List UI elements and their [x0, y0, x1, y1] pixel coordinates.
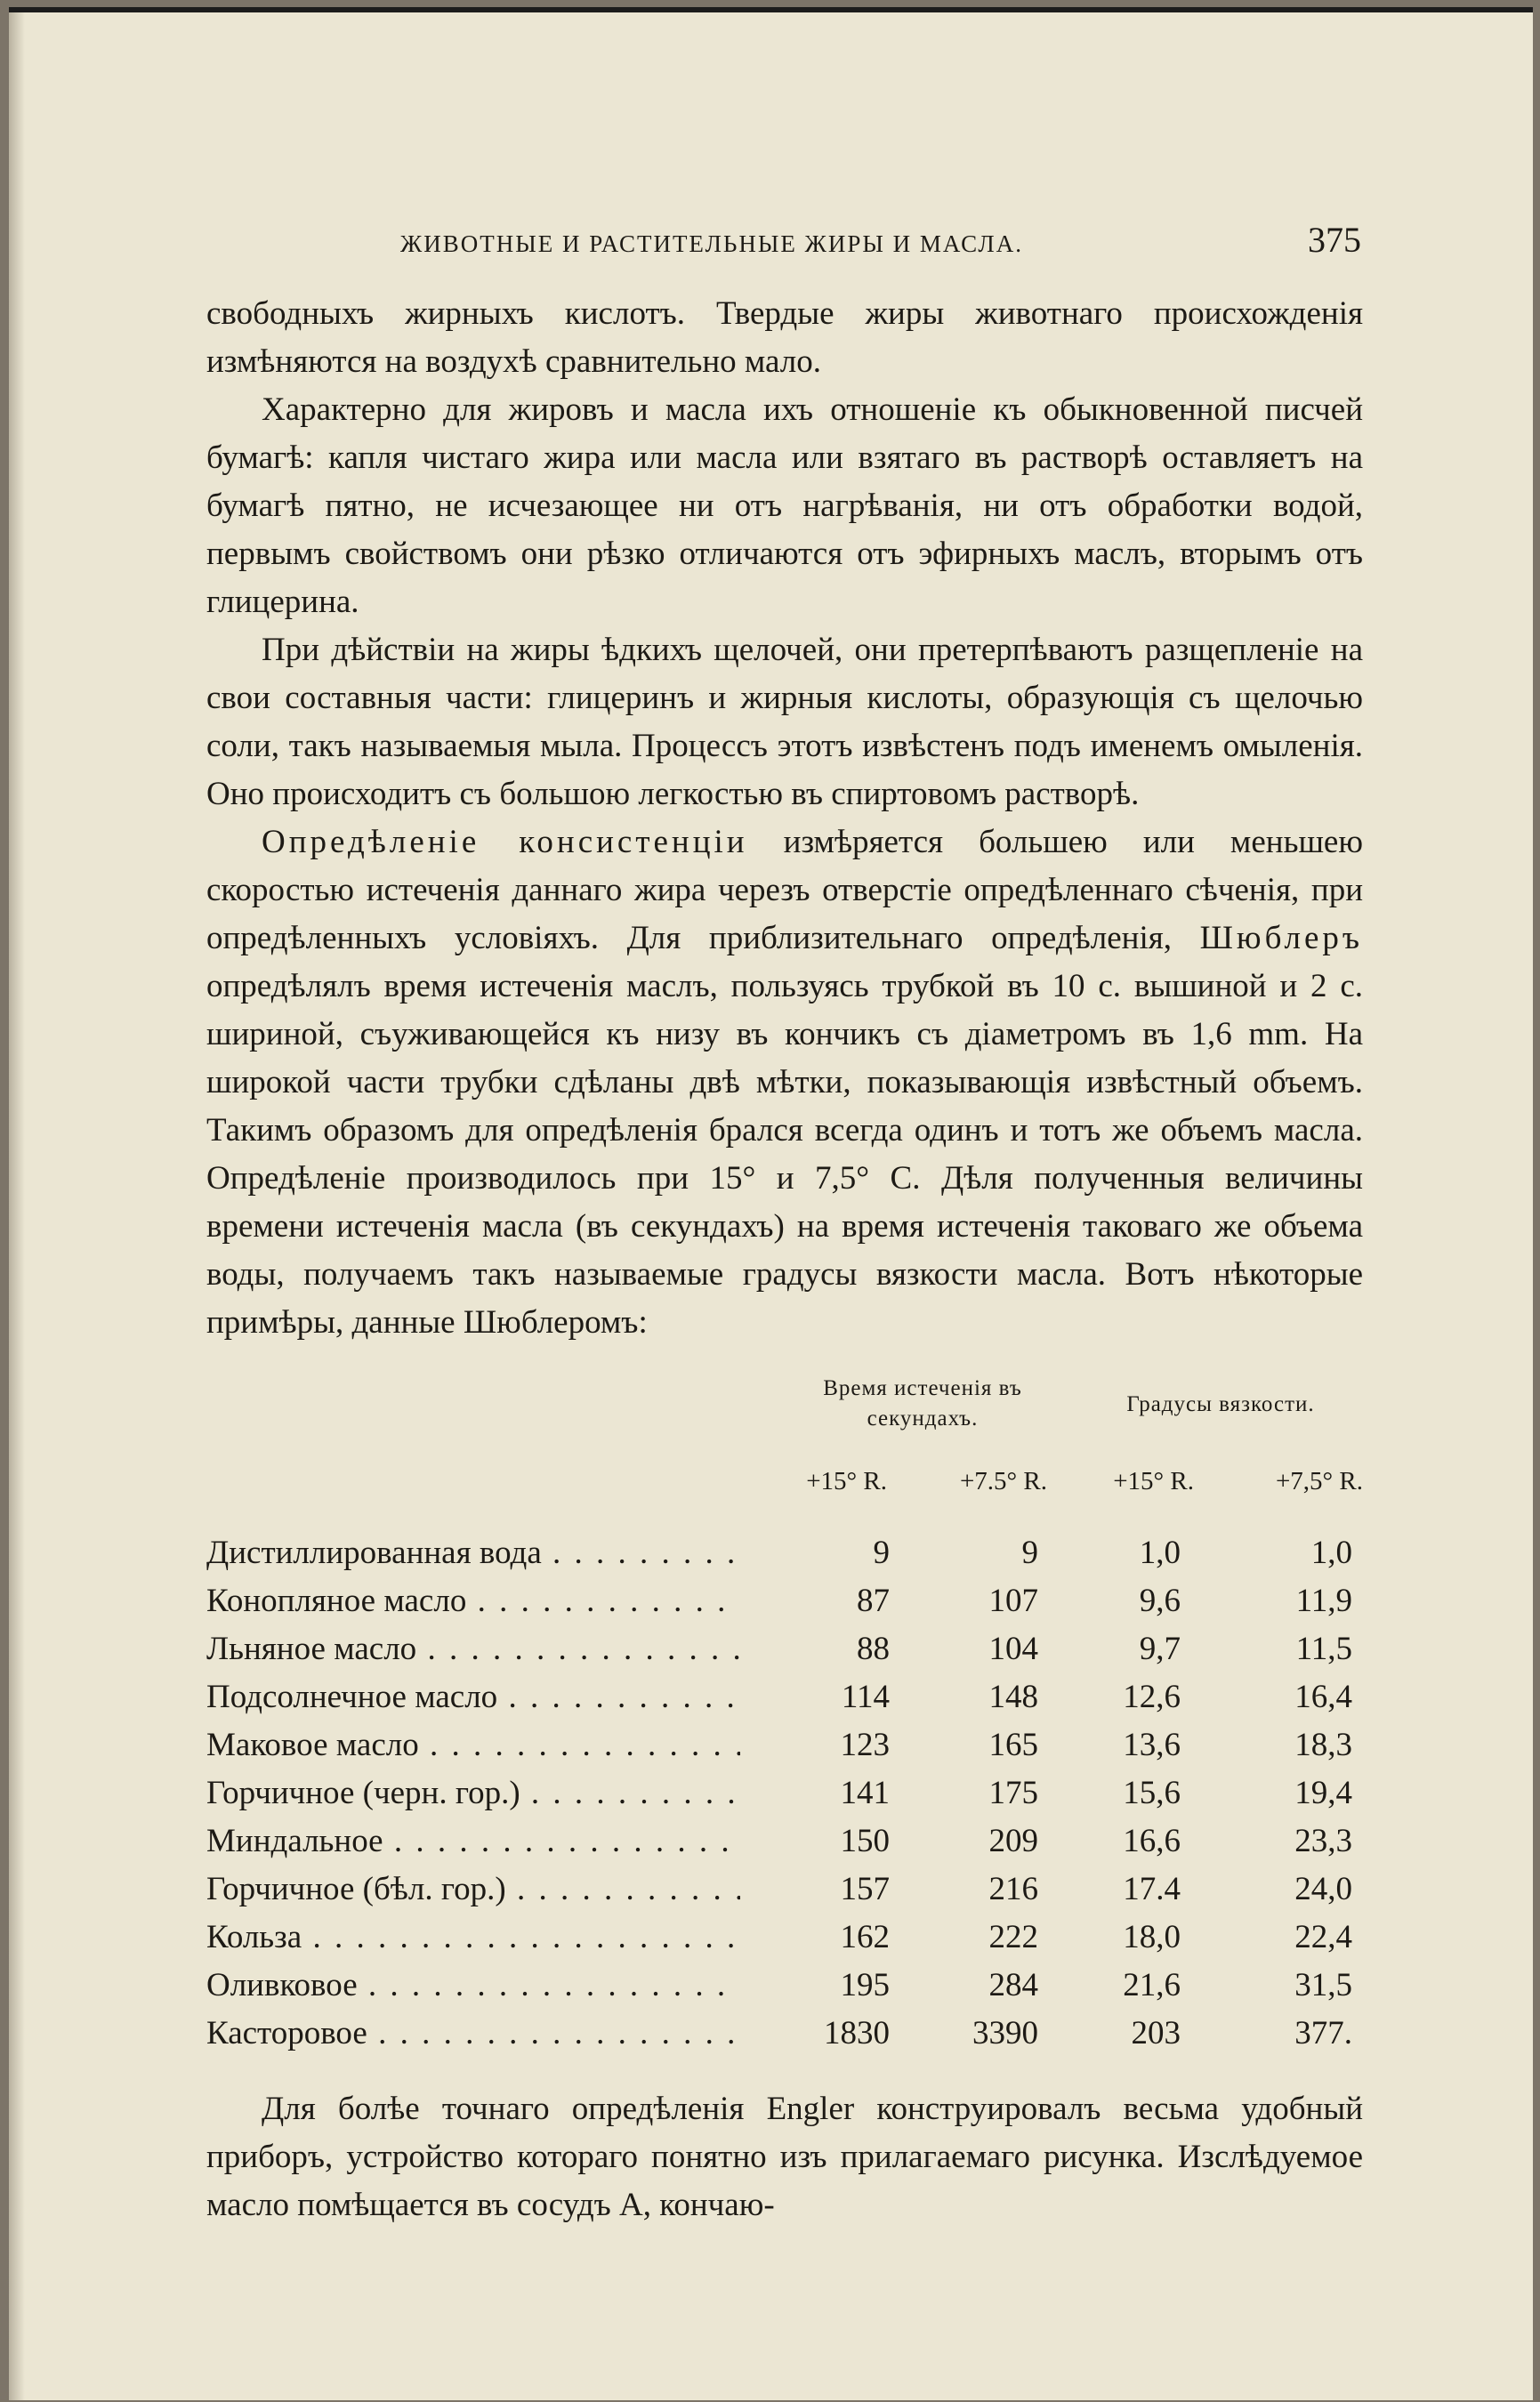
- viscosity-15-cell: 21,6: [1123, 1967, 1181, 2003]
- oil-name: Конопляное масло . . .: [206, 1577, 776, 1625]
- author-name: Шюблеръ: [1199, 920, 1363, 956]
- body-text: [206, 290, 1363, 1347]
- outflow-7-5-cell: 148: [988, 1679, 1038, 1715]
- outflow-15-cell: 87: [740, 1577, 890, 1625]
- viscosity-7-5-cell: 22,4: [1294, 1919, 1352, 1955]
- viscosity-7-5-cell: 1,0: [1310, 1535, 1352, 1571]
- page-header: [400, 219, 1361, 272]
- viscosity-7-5-cell: 16,4: [1294, 1679, 1352, 1715]
- header-outflow-time: Время истеченія въ секундахъ.: [823, 1376, 1022, 1431]
- oil-name: Миндальное . . .: [206, 1818, 776, 1866]
- table-row: [206, 1625, 1363, 1673]
- outflow-15-cell: 150: [740, 1818, 890, 1866]
- viscosity-7-5-cell: 377.: [1294, 2015, 1352, 2051]
- viscosity-15-cell: 13,6: [1123, 1727, 1181, 1763]
- outflow-7-5-cell: 165: [988, 1727, 1038, 1763]
- viscosity-7-5-cell: 24,0: [1294, 1871, 1352, 1907]
- page-number: 375: [1308, 220, 1361, 260]
- table-row: [206, 1818, 1363, 1866]
- table-row: [206, 1769, 1363, 1818]
- outflow-7-5-cell: 9: [1021, 1535, 1038, 1571]
- viscosity-7-5-cell: 11,5: [1295, 1631, 1352, 1667]
- viscosity-7-5-cell: 23,3: [1294, 1823, 1352, 1859]
- header-viscosity-degrees: Градусы вязкости.: [1126, 1392, 1315, 1416]
- subheader-cell: +15° R.: [1113, 1467, 1194, 1495]
- oil-name: Оливковое . . .: [206, 1962, 776, 2010]
- outflow-7-5-cell: 284: [988, 1967, 1038, 2003]
- subheader-cell: +15° R.: [806, 1467, 887, 1495]
- table-row: [206, 1962, 1363, 2010]
- outflow-7-5-cell: 3390: [972, 2015, 1038, 2051]
- outflow-15-cell: 114: [740, 1673, 890, 1721]
- table-row: [206, 1673, 1363, 1721]
- table-row: [206, 2010, 1363, 2058]
- table-row: [206, 1529, 1363, 1577]
- viscosity-15-cell: 9,7: [1139, 1631, 1181, 1667]
- viscosity-15-cell: 1,0: [1139, 1535, 1181, 1571]
- oil-name: Горчичное (бѣл. гор.) . . .: [206, 1866, 776, 1914]
- viscosity-7-5-cell: 31,5: [1294, 1967, 1352, 2003]
- paragraph-4-text-b: опредѣлялъ время истеченія маслъ, пользуясь трубкой въ 10 с. вышиной и 2 с. шириной, съуживающейся къ низу въ кончикъ съ діаметромъ въ 1,6 mm. На широкой части трубки сдѣланы двѣ мѣтки, показывающія извѣстный объемъ. Такимъ образомъ для опредѣленія брался всегда одинъ и тотъ же объемъ масла. Опредѣленіе производилось при 15° и 7,5° С. Дѣля полученныя величины времени истеченія масла (въ секундахъ) на время истеченія таковаго же объема воды, получаемъ такъ называемые градусы вязкости масла. Вотъ нѣкоторые примѣры, данные Шюблеромъ:: [206, 968, 1363, 1341]
- viscosity-15-cell: 18,0: [1123, 1919, 1181, 1955]
- paragraph-2: Характерно для жировъ и масла ихъ отношеніе къ обыкновенной писчей бумагѣ: капля чистаго жира или масла или взятаго въ растворѣ оставляетъ на бумагѣ пятно, не исчезающее ни отъ нагрѣванія, ни отъ обработки водой, первымъ свойствомъ они рѣзко отличаются отъ эфирныхъ маслъ, вторымъ отъ глицерина.: [206, 391, 1363, 620]
- page-fold-shadow: [9, 12, 25, 2400]
- oil-name: Подсолнечное масло . . .: [206, 1673, 776, 1721]
- outflow-7-5-cell: 104: [988, 1631, 1038, 1667]
- outflow-15-cell: 195: [740, 1962, 890, 2010]
- paragraph-4-text-a: измѣряется большею или меньшею скоростью истеченія даннаго жира черезъ отверстіе опредѣленнаго сѣченія, при опредѣленныхъ условіяхъ. Для приблизительнаго опредѣленія,: [206, 824, 1363, 956]
- outflow-15-cell: 88: [740, 1625, 890, 1673]
- table-row: [206, 1914, 1363, 1962]
- outflow-7-5-cell: 222: [988, 1919, 1038, 1955]
- viscosity-7-5-cell: 11,9: [1295, 1583, 1352, 1619]
- viscosity-7-5-cell: 18,3: [1294, 1727, 1352, 1763]
- outflow-15-cell: 162: [740, 1914, 890, 1962]
- term-consistency: Опредѣленіе консистенціи: [262, 824, 748, 860]
- table-row: [206, 1577, 1363, 1625]
- subheader-row: [206, 1467, 1363, 1511]
- outflow-7-5-cell: 209: [988, 1823, 1038, 1859]
- paragraph-3: При дѣйствіи на жиры ѣдкихъ щелочей, они претерпѣваютъ разщепленіе на свои составныя части: глицеринъ и жирныя кислоты, образующія съ щелочью соли, такъ называемыя мыла. Процессъ этотъ извѣстенъ подъ именемъ омыленія. Оно происходитъ съ большою легкостью въ спиртовомъ растворѣ.: [206, 632, 1363, 812]
- paragraph-1: свободныхъ жирныхъ кислотъ. Твердые жиры животнаго происхожденія измѣняются на воздухѣ сравнительно мало.: [206, 295, 1363, 380]
- viscosity-7-5-cell: 19,4: [1294, 1775, 1352, 1811]
- viscosity-15-cell: 203: [1131, 2015, 1181, 2051]
- oil-name: Касторовое . . .: [206, 2010, 776, 2058]
- outflow-7-5-cell: 175: [988, 1775, 1038, 1811]
- table-row: [206, 1866, 1363, 1914]
- oil-name: Кольза . . .: [206, 1914, 776, 1962]
- table-row: [206, 1721, 1363, 1769]
- viscosity-15-cell: 12,6: [1123, 1679, 1181, 1715]
- oil-name: Маковое масло . . .: [206, 1721, 776, 1769]
- running-title: ЖИВОТНЫЕ И РАСТИТЕЛЬНЫЕ ЖИРЫ И МАСЛА.: [400, 230, 1023, 257]
- oil-name: Горчичное (черн. гор.) . . .: [206, 1769, 776, 1818]
- viscosity-table: [206, 1374, 1363, 2051]
- outflow-15-cell: 123: [740, 1721, 890, 1769]
- viscosity-15-cell: 15,6: [1123, 1775, 1181, 1811]
- book-page: [9, 7, 1533, 2400]
- paragraph-5: Для болѣе точнаго опредѣленія Engler конструировалъ весьма удобный приборъ, устройство котораго понятно изъ прилагаемаго рисунка. Изслѣдуемое масло помѣщается въ сосудъ A, кончаю-: [206, 2091, 1363, 2223]
- outflow-15-cell: 9: [740, 1529, 890, 1577]
- subheader-cell: +7.5° R.: [959, 1467, 1047, 1495]
- viscosity-15-cell: 9,6: [1139, 1583, 1181, 1619]
- paragraph-4: [206, 818, 1363, 1347]
- outflow-7-5-cell: 216: [988, 1871, 1038, 1907]
- subheader-cell: +7,5° R.: [1275, 1467, 1363, 1495]
- outflow-15-cell: 157: [740, 1866, 890, 1914]
- oil-name: Дистиллированная вода . . .: [206, 1529, 776, 1577]
- outflow-7-5-cell: 107: [988, 1583, 1038, 1619]
- table-body: [206, 1529, 1363, 2058]
- oil-name: Льняное масло . . .: [206, 1625, 776, 1673]
- viscosity-15-cell: 16,6: [1123, 1823, 1181, 1859]
- outflow-15-cell: 141: [740, 1769, 890, 1818]
- table-header: [206, 1374, 1363, 1534]
- closing-text: [206, 2085, 1363, 2229]
- outflow-15-cell: 1830: [740, 2010, 890, 2058]
- viscosity-15-cell: 17.4: [1123, 1871, 1181, 1907]
